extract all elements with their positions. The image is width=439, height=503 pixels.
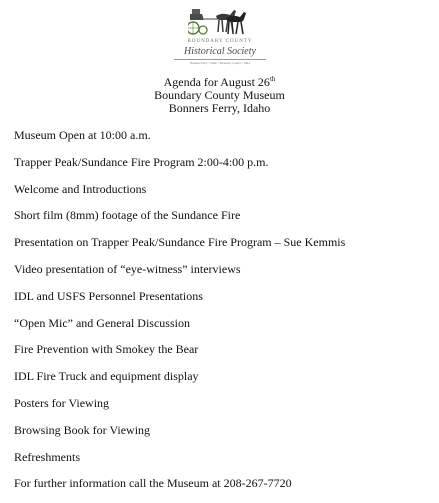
agenda-title: Agenda for August 26th xyxy=(163,75,276,89)
agenda-item: Browsing Book for Viewing xyxy=(14,422,151,437)
agenda-location: Bonners Ferry, Idaho xyxy=(168,101,271,115)
agenda-item: Fire Prevention with Smokey the Bear xyxy=(14,342,199,357)
logo-org-top: BOUNDARY COUNTY xyxy=(187,39,253,44)
agenda-item: Museum Open at 10:00 a.m. xyxy=(14,128,151,142)
contact-info: For further information call the Museum at 208-267-7720 xyxy=(14,476,292,491)
agenda-venue: Boundary County Museum xyxy=(154,88,285,102)
agenda-item: “Open Mic” and General Discussion xyxy=(14,315,190,330)
historical-society-logo xyxy=(166,6,274,68)
horse-drawn-carriage-icon xyxy=(188,6,252,36)
agenda-item: IDL Fire Truck and equipment display xyxy=(14,369,199,384)
agenda-item: Posters for Viewing xyxy=(14,395,110,410)
agenda-item: Presentation on Trapper Peak/Sundance Fire Program – Sue Kemmis xyxy=(14,235,346,250)
agenda-item: IDL and USFS Personnel Presentations xyxy=(14,288,203,303)
title-superscript: th xyxy=(269,75,276,83)
agenda-item: Welcome and Introductions xyxy=(14,181,147,196)
agenda-item: Refreshments xyxy=(14,449,80,464)
agenda-item: Video presentation of “eye-witness” interviews xyxy=(14,261,241,276)
agenda-item: Short film (8mm) footage of the Sundance Fire xyxy=(14,208,241,223)
logo-org-name: Historical Society xyxy=(184,46,256,57)
agenda-header xyxy=(0,76,439,115)
logo-divider xyxy=(174,59,266,60)
logo-tagline: Bonners Ferry • Idaho • Boundary County • 1864 xyxy=(190,61,250,65)
agenda-item: Trapper Peak/Sundance Fire Program 2:00-4:00 p.m. xyxy=(14,154,269,169)
agenda-list xyxy=(14,128,434,503)
